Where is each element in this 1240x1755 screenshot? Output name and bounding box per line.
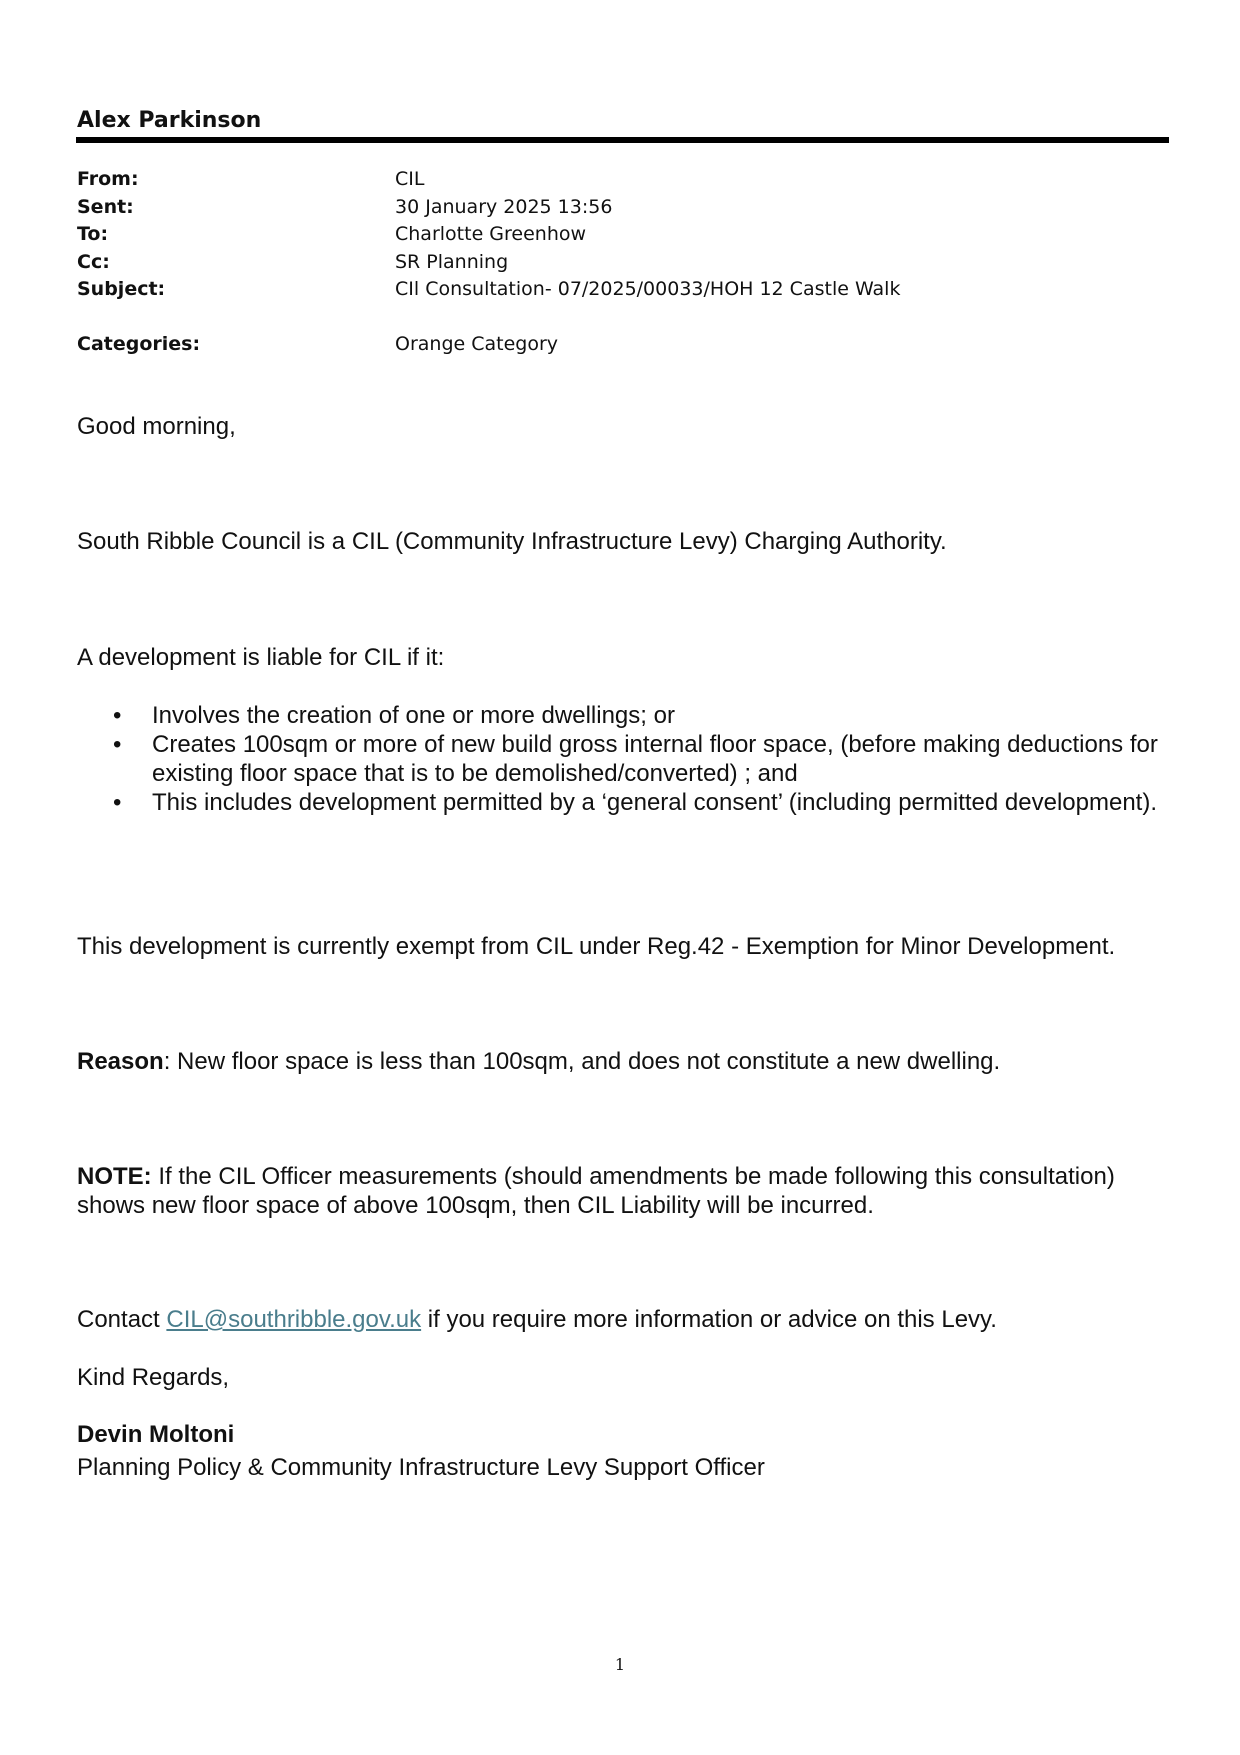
bullet-icon: • [113,731,122,758]
header-row-from [77,166,900,194]
subject-value: CIl Consultation- 07/2025/00033/HOH 12 Castle Walk [395,278,901,300]
bullet-icon: • [113,702,122,729]
from-value: CIL [395,168,425,190]
sent-value: 30 January 2025 13:56 [395,195,613,218]
note-paragraph [77,1162,1115,1220]
header-divider [76,137,1169,143]
list-item-text: Involves the creation of one or more dwellings; or [152,702,675,729]
list-item-text: Creates 100sqm or more of new build gross internal floor space, (before making deductions for existing floor space that is to be demolished/converted) ; and [152,731,1158,787]
reason-text: : New floor space is less than 100sqm, and does not constitute a new dwelling. [163,1048,1001,1075]
header-row-sent [77,194,900,222]
to-value: Charlotte Greenhow [395,223,587,245]
list-item [77,788,1177,817]
note-label: NOTE: [77,1163,152,1190]
page-number: 1 [614,1655,626,1674]
header-row-cc [77,249,900,277]
reason-paragraph [77,1047,1000,1076]
exemption-statement: This development is currently exempt from CIL under Reg.42 - Exemption for Minor Development. [77,933,1116,960]
header-row-categories [77,331,900,359]
categories-label: Categories: [77,332,201,355]
sign-off: Kind Regards, [77,1364,230,1391]
email-headers [77,166,900,358]
signer-name: Devin Moltoni [77,1421,235,1448]
note-line-2: shows new floor space of above 100sqm, then CIL Liability will be incurred. [77,1192,874,1219]
greeting: Good morning, [77,413,236,440]
list-item [77,730,1177,788]
header-row-to [77,221,900,249]
sent-label: Sent: [77,195,134,218]
signer-title: Planning Policy & Community Infrastructure Levy Support Officer [77,1454,765,1481]
liability-criteria-list [77,701,1177,817]
cc-value: SR Planning [395,250,509,273]
bullet-icon: • [113,789,122,816]
authority-statement: South Ribble Council is a CIL (Community Infrastructure Levy) Charging Authority. [77,528,947,555]
list-item-text: This includes development permitted by a ‘general consent’ (including permitted development). [152,789,1157,816]
contact-email-link[interactable]: CIL@southribble.gov.uk [166,1306,422,1333]
note-text-1: If the CIL Officer measurements (should amendments be made following this consultation) [151,1163,1115,1190]
categories-value: Orange Category [395,332,559,355]
liability-intro: A development is liable for CIL if it: [77,644,445,671]
from-label: From: [77,168,139,190]
mailbox-owner-name: Alex Parkinson [77,108,262,133]
contact-suffix: if you require more information or advice on this Levy. [421,1306,997,1333]
contact-prefix: Contact [77,1306,167,1333]
list-item [77,701,1177,730]
to-label: To: [77,223,109,245]
subject-label: Subject: [77,278,166,300]
header-row-subject [77,276,900,304]
note-line-1 [77,1162,1115,1191]
cc-label: Cc: [77,250,110,273]
contact-paragraph [77,1305,997,1334]
reason-label: Reason [77,1048,164,1075]
